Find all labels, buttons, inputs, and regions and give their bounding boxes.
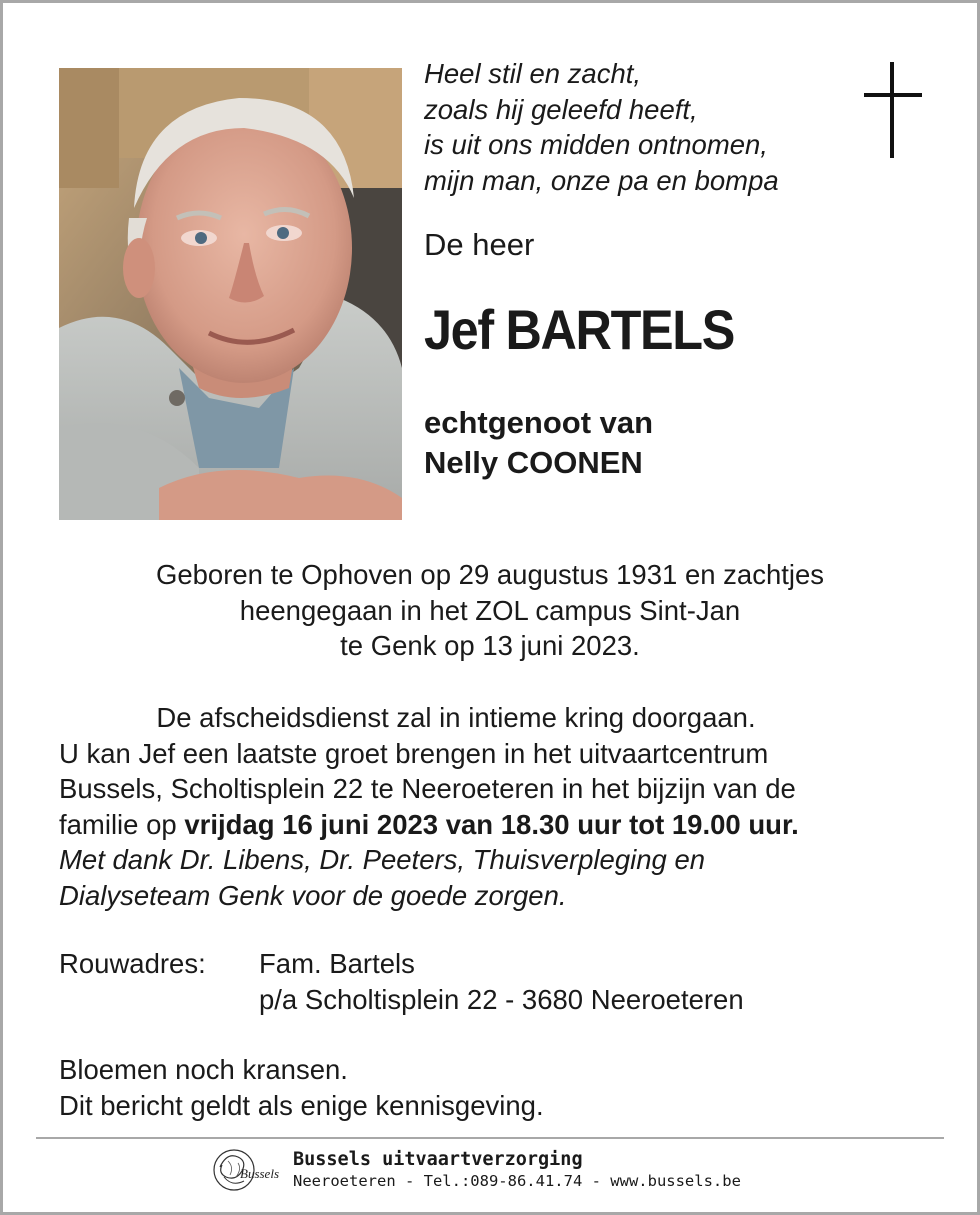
deceased-name: Jef BARTELS	[424, 298, 734, 361]
poem	[424, 56, 779, 198]
portrait-photo	[59, 68, 402, 520]
thanks-line: Met dank Dr. Libens, Dr. Peeters, Thuisverpleging en	[59, 844, 706, 875]
title-prefix: De heer	[424, 227, 535, 262]
bussels-logo	[212, 1147, 286, 1193]
service-line	[59, 807, 939, 843]
service-line: U kan Jef een laatste groet brengen in het uitvaartcentrum	[59, 737, 769, 769]
closing-line: Dit bericht geldt als enige kennisgeving.	[59, 1089, 544, 1121]
service-info	[59, 700, 939, 913]
spouse-name: Nelly COONEN	[424, 445, 643, 480]
birth-death-info	[40, 557, 940, 664]
cross-icon	[864, 62, 922, 158]
service-line: Bussels, Scholtisplein 22 te Neeroeteren in het bijzijn van de	[59, 773, 796, 804]
spouse-info	[424, 403, 653, 483]
poem-line: Heel stil en zacht,	[424, 58, 642, 89]
birth-death-line: heengegaan in het ZOL campus Sint-Jan	[239, 594, 741, 626]
address-label: Rouwadres:	[59, 948, 206, 979]
address-line: Fam. Bartels	[259, 948, 415, 979]
service-line: De afscheidsdienst zal in intieme kring doorgaan.	[156, 702, 756, 733]
poem-line: mijn man, onze pa en bompa	[424, 164, 779, 196]
address-line: p/a Scholtisplein 22 - 3680 Neeroeteren	[259, 983, 744, 1015]
birth-death-line: te Genk op 13 juni 2023.	[340, 630, 640, 661]
birth-death-line: Geboren te Ophoven op 29 augustus 1931 en zachtjes	[155, 559, 825, 590]
service-line-prefix: familie op	[59, 808, 185, 840]
poem-line: zoals hij geleefd heeft,	[424, 93, 698, 125]
thanks-line: Dialyseteam Genk voor de goede zorgen.	[59, 879, 567, 911]
service-datetime: vrijdag 16 juni 2023 van 18.30 uur tot 19.00 uur.	[184, 808, 799, 840]
portrait-photo-image	[59, 68, 402, 520]
svg-text:Bussels: Bussels	[240, 1166, 279, 1181]
poem-line: is uit ons midden ontnomen,	[424, 129, 768, 160]
company-info	[293, 1149, 741, 1191]
closing-line: Bloemen noch kransen.	[59, 1054, 348, 1085]
company-contact: Neeroeteren - Tel.:089-86.41.74 - www.bussels.be	[293, 1172, 741, 1190]
company-name: Bussels uitvaartverzorging	[293, 1149, 583, 1170]
closing-notes	[59, 1052, 544, 1123]
footer-divider	[36, 1137, 944, 1139]
spouse-relation: echtgenoot van	[424, 405, 654, 440]
